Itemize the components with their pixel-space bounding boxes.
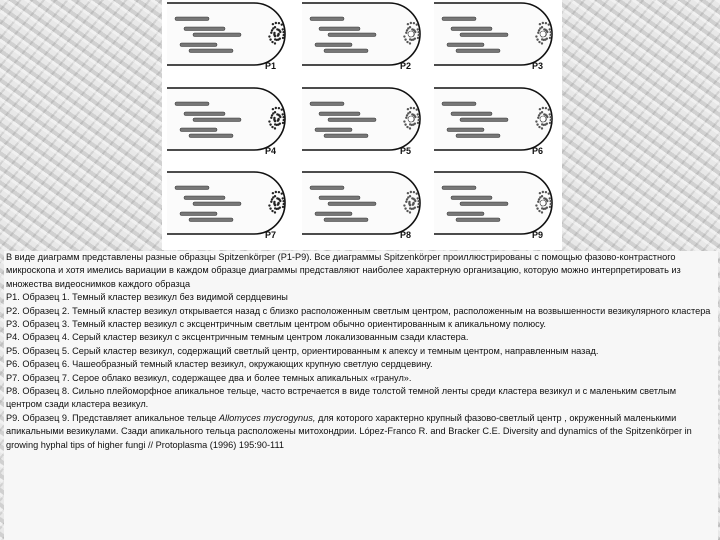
organelle-streak — [319, 27, 360, 31]
panel-label: P2 — [400, 61, 412, 71]
panel-label: P8 — [400, 230, 412, 240]
vesicle-dot — [549, 116, 551, 118]
organelle-streak — [442, 102, 476, 106]
vesicle-dot — [282, 31, 284, 33]
vesicle-dot — [550, 119, 552, 121]
vesicle-dot — [413, 191, 415, 193]
vesicle-dot — [409, 123, 411, 125]
vesicle-dot — [549, 206, 551, 208]
vesicle-dot — [282, 113, 284, 115]
vesicle-dot — [546, 116, 548, 118]
vesicle-dot — [272, 192, 274, 194]
panel-label: P4 — [265, 146, 277, 156]
vesicle-dot — [407, 108, 409, 110]
vesicle-dot — [275, 191, 277, 193]
vesicle-dot — [548, 108, 550, 110]
vesicle-dot — [278, 191, 280, 193]
hyphal-tips-diagram — [162, 0, 562, 250]
vesicle-dot — [538, 41, 540, 43]
organelle-streak — [189, 218, 233, 222]
vesicle-dot — [273, 201, 275, 203]
vesicle-dot — [271, 126, 273, 128]
organelle-streak — [447, 43, 484, 47]
vesicle-dot — [542, 22, 544, 24]
panel-p1 — [167, 3, 285, 71]
light-core — [540, 31, 546, 37]
vesicle-dot — [274, 211, 276, 213]
vesicle-dot — [409, 207, 411, 209]
organelle-streak — [315, 128, 352, 132]
vesicle-dot — [277, 204, 279, 206]
vesicle-dot — [546, 31, 548, 33]
organelle-streak — [184, 112, 225, 116]
vesicle-dot — [283, 34, 285, 36]
vesicle-dot — [268, 120, 270, 122]
vesicle-dot — [416, 192, 418, 194]
vesicle-dot — [409, 26, 411, 28]
vesicle-dot — [539, 192, 541, 194]
vesicle-dot — [405, 201, 407, 203]
vesicle-dot — [268, 204, 270, 206]
organelle-streak — [456, 134, 500, 138]
vesicle-dot — [542, 107, 544, 109]
vesicle-dot — [272, 108, 274, 110]
vesicle-dot — [409, 42, 411, 44]
caption-p9-species: Allomyces mycrogynus, — [218, 412, 316, 423]
vesicle-dot — [282, 37, 284, 39]
vesicle-dot — [278, 107, 280, 109]
vesicle-dot — [278, 22, 280, 24]
vesicle-dot — [550, 34, 552, 36]
vesicle-dot — [541, 26, 543, 28]
organelle-streak — [460, 202, 508, 206]
vesicle-dot — [541, 123, 543, 125]
vesicle-dot — [535, 204, 537, 206]
caption-item-p7: P7. Образец 7. Серое облако везикул, содержащее два и более темных апикальных «гранул». — [6, 372, 412, 383]
vesicle-dot — [417, 122, 419, 124]
vesicle-dot — [417, 200, 419, 202]
organelle-streak — [189, 49, 233, 53]
vesicle-dot — [541, 127, 543, 129]
vesicle-dot — [541, 207, 543, 209]
vesicle-dot — [279, 116, 281, 118]
vesicle-dot — [410, 107, 412, 109]
organelle-streak — [175, 102, 209, 106]
vesicle-dot — [274, 42, 276, 44]
vesicle-dot — [274, 207, 276, 209]
vesicle-dot — [406, 41, 408, 43]
panel-label: P5 — [400, 146, 412, 156]
panel-label: P1 — [265, 61, 277, 71]
vesicle-dot — [417, 113, 419, 115]
panel-label: P6 — [532, 146, 544, 156]
vesicle-dot — [413, 22, 415, 24]
vesicle-dot — [548, 23, 550, 25]
vesicle-dot — [537, 117, 539, 119]
caption-item-p4: P4. Образец 4. Серый кластер везикул с эксцентричным темным центром локализованным сзади кластера. — [6, 332, 469, 343]
vesicle-dot — [418, 119, 420, 121]
caption-item-p2: P2. Образец 2. Темный кластер везикул открывается назад с близко расположенным светлым центром, расположенным на возвышенности везикулярного кластера — [6, 305, 711, 316]
vesicle-dot — [541, 211, 543, 213]
vesicle-dot — [418, 34, 420, 36]
vesicle-dot — [282, 122, 284, 124]
panel-p8 — [302, 172, 420, 240]
vesicle-dot — [268, 35, 270, 37]
vesicle-dot — [270, 32, 272, 34]
panel-p6 — [434, 88, 552, 156]
organelle-streak — [460, 33, 508, 37]
vesicle-dot — [274, 111, 276, 113]
vesicle-dot — [403, 35, 405, 37]
vesicle-dot — [269, 207, 271, 209]
caption-p9-rest: для которого характерно крупный фазово-светлый центр , окруженный маленькими апикальными везикулами. Сзади апикального тельца расположены митохондрии. López-Franco R. and Bracker C.E. Diversity and dynamics of the Spitzenkörper in growing hyphal tips of higher fungi // Protoplasma (1996) 195:90-111 — [6, 412, 692, 450]
vesicle-dot — [409, 111, 411, 113]
vesicle-dot — [549, 28, 551, 30]
panel-p4 — [167, 88, 285, 156]
organelle-streak — [180, 128, 217, 132]
vesicle-dot — [548, 192, 550, 194]
vesicle-dot — [545, 107, 547, 109]
organelle-streak — [324, 218, 368, 222]
vesicle-dot — [409, 38, 411, 40]
vesicle-dot — [405, 32, 407, 34]
vesicle-dot — [416, 108, 418, 110]
vesicle-dot — [416, 23, 418, 25]
vesicle-dot — [417, 31, 419, 33]
organelle-streak — [442, 17, 476, 21]
organelle-streak — [451, 27, 492, 31]
vesicle-dot — [406, 126, 408, 128]
organelle-streak — [447, 212, 484, 216]
vesicle-dot — [279, 200, 281, 202]
vesicle-dot — [549, 113, 551, 115]
vesicle-dot — [418, 203, 420, 205]
panel-p5 — [302, 88, 420, 156]
vesicle-dot — [273, 32, 275, 34]
vesicle-dot — [537, 201, 539, 203]
figure-spitzenkorper-diagrams — [162, 0, 562, 250]
vesicle-dot — [405, 117, 407, 119]
vesicle-dot — [414, 116, 416, 118]
vesicle-dot — [417, 28, 419, 30]
vesicle-dot — [414, 200, 416, 202]
vesicle-dot — [281, 23, 283, 25]
vesicle-dot — [410, 22, 412, 24]
vesicle-dot — [407, 192, 409, 194]
organelle-streak — [180, 212, 217, 216]
vesicle-dot — [538, 210, 540, 212]
caption-text — [4, 251, 718, 540]
caption-item-p6: P6. Образец 6. Чашеобразный темный кластер везикул, окружающих крупную светлую сердцевину. — [6, 359, 433, 370]
vesicle-dot — [549, 31, 551, 33]
organelle-streak — [315, 43, 352, 47]
vesicle-dot — [417, 116, 419, 118]
organelle-streak — [184, 27, 225, 31]
vesicle-dot — [410, 191, 412, 193]
caption-item-p3: P3. Образец 3. Темный кластер везикул с эксцентричным светлым центром обычно ориентированным к апикальному полюсу. — [6, 319, 546, 330]
vesicle-dot — [549, 197, 551, 199]
panel-p3 — [434, 3, 552, 71]
light-core — [540, 116, 546, 122]
vesicle-dot — [404, 38, 406, 40]
caption-item-p5: P5. Образец 5. Серый кластер везикул, содержащий светлый центр, ориентированным к апексу и темным центром, направленным назад. — [6, 345, 599, 356]
organelle-streak — [310, 186, 344, 190]
vesicle-dot — [274, 195, 276, 197]
organelle-streak — [193, 33, 241, 37]
vesicle-dot — [271, 41, 273, 43]
vesicle-dot — [417, 37, 419, 39]
vesicle-dot — [535, 120, 537, 122]
vesicle-dot — [535, 35, 537, 37]
light-core — [408, 116, 414, 122]
vesicle-dot — [270, 201, 272, 203]
vesicle-dot — [409, 211, 411, 213]
vesicle-dot — [275, 22, 277, 24]
vesicle-dot — [537, 32, 539, 34]
vesicle-dot — [542, 191, 544, 193]
organelle-streak — [319, 112, 360, 116]
vesicle-dot — [406, 210, 408, 212]
organelle-streak — [189, 134, 233, 138]
light-core — [408, 31, 414, 37]
vesicle-dot — [541, 111, 543, 113]
caption-p9-start: P9. Образец 9. Представляет апикальное тельце — [6, 412, 217, 423]
vesicle-dot — [409, 127, 411, 129]
vesicle-dot — [414, 31, 416, 33]
vesicle-dot — [539, 23, 541, 25]
panel-label: P7 — [265, 230, 277, 240]
organelle-streak — [328, 118, 376, 122]
vesicle-dot — [417, 197, 419, 199]
vesicle-dot — [404, 123, 406, 125]
organelle-streak — [451, 112, 492, 116]
organelle-streak — [456, 218, 500, 222]
organelle-streak — [324, 49, 368, 53]
organelle-streak — [193, 202, 241, 206]
vesicle-dot — [281, 192, 283, 194]
vesicle-dot — [546, 200, 548, 202]
vesicle-dot — [407, 23, 409, 25]
panel-label: P9 — [532, 230, 544, 240]
vesicle-dot — [549, 122, 551, 124]
vesicle-dot — [417, 206, 419, 208]
vesicle-dot — [541, 195, 543, 197]
panel-p7 — [167, 172, 285, 240]
vesicle-dot — [545, 22, 547, 24]
vesicle-dot — [549, 200, 551, 202]
caption-intro: В виде диаграмм представлены разные образцы Spitzenkörper (P1-P9). Все диаграммы Spitzenkörper проиллюстрированы с помощью фазово-контрастного микроскопа и хотя имелись вариации в каждом образце диаграммы представляют наиболее характерную организацию, которую можно интерпретировать из множества видеоснимков каждого образца — [6, 252, 681, 289]
organelle-streak — [310, 102, 344, 106]
vesicle-dot — [281, 108, 283, 110]
vesicle-dot — [539, 108, 541, 110]
vesicle-dot — [283, 203, 285, 205]
light-core — [540, 200, 546, 206]
organelle-streak — [442, 186, 476, 190]
vesicle-dot — [536, 38, 538, 40]
vesicle-dot — [282, 206, 284, 208]
vesicle-dot — [274, 127, 276, 129]
vesicle-dot — [404, 207, 406, 209]
panel-p2 — [302, 3, 420, 71]
vesicle-dot — [409, 195, 411, 197]
organelle-streak — [175, 186, 209, 190]
vesicle-dot — [403, 204, 405, 206]
vesicle-dot — [283, 119, 285, 121]
organelle-streak — [310, 17, 344, 21]
vesicle-dot — [549, 37, 551, 39]
vesicle-dot — [272, 23, 274, 25]
vesicle-dot — [282, 200, 284, 202]
vesicle-dot — [412, 204, 414, 206]
vesicle-dot — [271, 210, 273, 212]
vesicle-dot — [541, 38, 543, 40]
vesicle-dot — [275, 107, 277, 109]
vesicle-dot — [274, 123, 276, 125]
vesicle-dot — [536, 207, 538, 209]
vesicle-dot — [413, 107, 415, 109]
organelle-streak — [451, 196, 492, 200]
organelle-streak — [193, 118, 241, 122]
organelle-streak — [184, 196, 225, 200]
vesicle-dot — [277, 120, 279, 122]
vesicle-dot — [538, 126, 540, 128]
vesicle-dot — [550, 203, 552, 205]
vesicle-dot — [282, 197, 284, 199]
organelle-streak — [324, 134, 368, 138]
vesicle-dot — [282, 116, 284, 118]
organelle-streak — [315, 212, 352, 216]
vesicle-dot — [279, 31, 281, 33]
vesicle-dot — [536, 123, 538, 125]
caption-item-p8: P8. Образец 8. Сильно плейоморфное апикальное тельце, часто встречается в виде толстой темной ленты среди кластера везикул и с маленьким светлым центром сзади кластера везикул. — [6, 386, 677, 410]
organelle-streak — [328, 202, 376, 206]
vesicle-dot — [273, 117, 275, 119]
caption-item-p1: P1. Образец 1. Темный кластер везикул без видимой сердцевины — [6, 292, 288, 303]
vesicle-dot — [270, 117, 272, 119]
vesicle-dot — [545, 191, 547, 193]
vesicle-dot — [282, 28, 284, 30]
organelle-streak — [456, 49, 500, 53]
organelle-streak — [319, 196, 360, 200]
organelle-streak — [447, 128, 484, 132]
vesicle-dot — [274, 26, 276, 28]
vesicle-dot — [403, 120, 405, 122]
panel-p9 — [434, 172, 552, 240]
vesicle-dot — [269, 123, 271, 125]
vesicle-dot — [274, 38, 276, 40]
vesicle-dot — [408, 201, 410, 203]
organelle-streak — [460, 118, 508, 122]
organelle-streak — [180, 43, 217, 47]
vesicle-dot — [541, 42, 543, 44]
panel-label: P3 — [532, 61, 544, 71]
vesicle-dot — [277, 35, 279, 37]
organelle-streak — [328, 33, 376, 37]
organelle-streak — [175, 17, 209, 21]
caption-item-p9 — [6, 412, 714, 452]
vesicle-dot — [269, 38, 271, 40]
